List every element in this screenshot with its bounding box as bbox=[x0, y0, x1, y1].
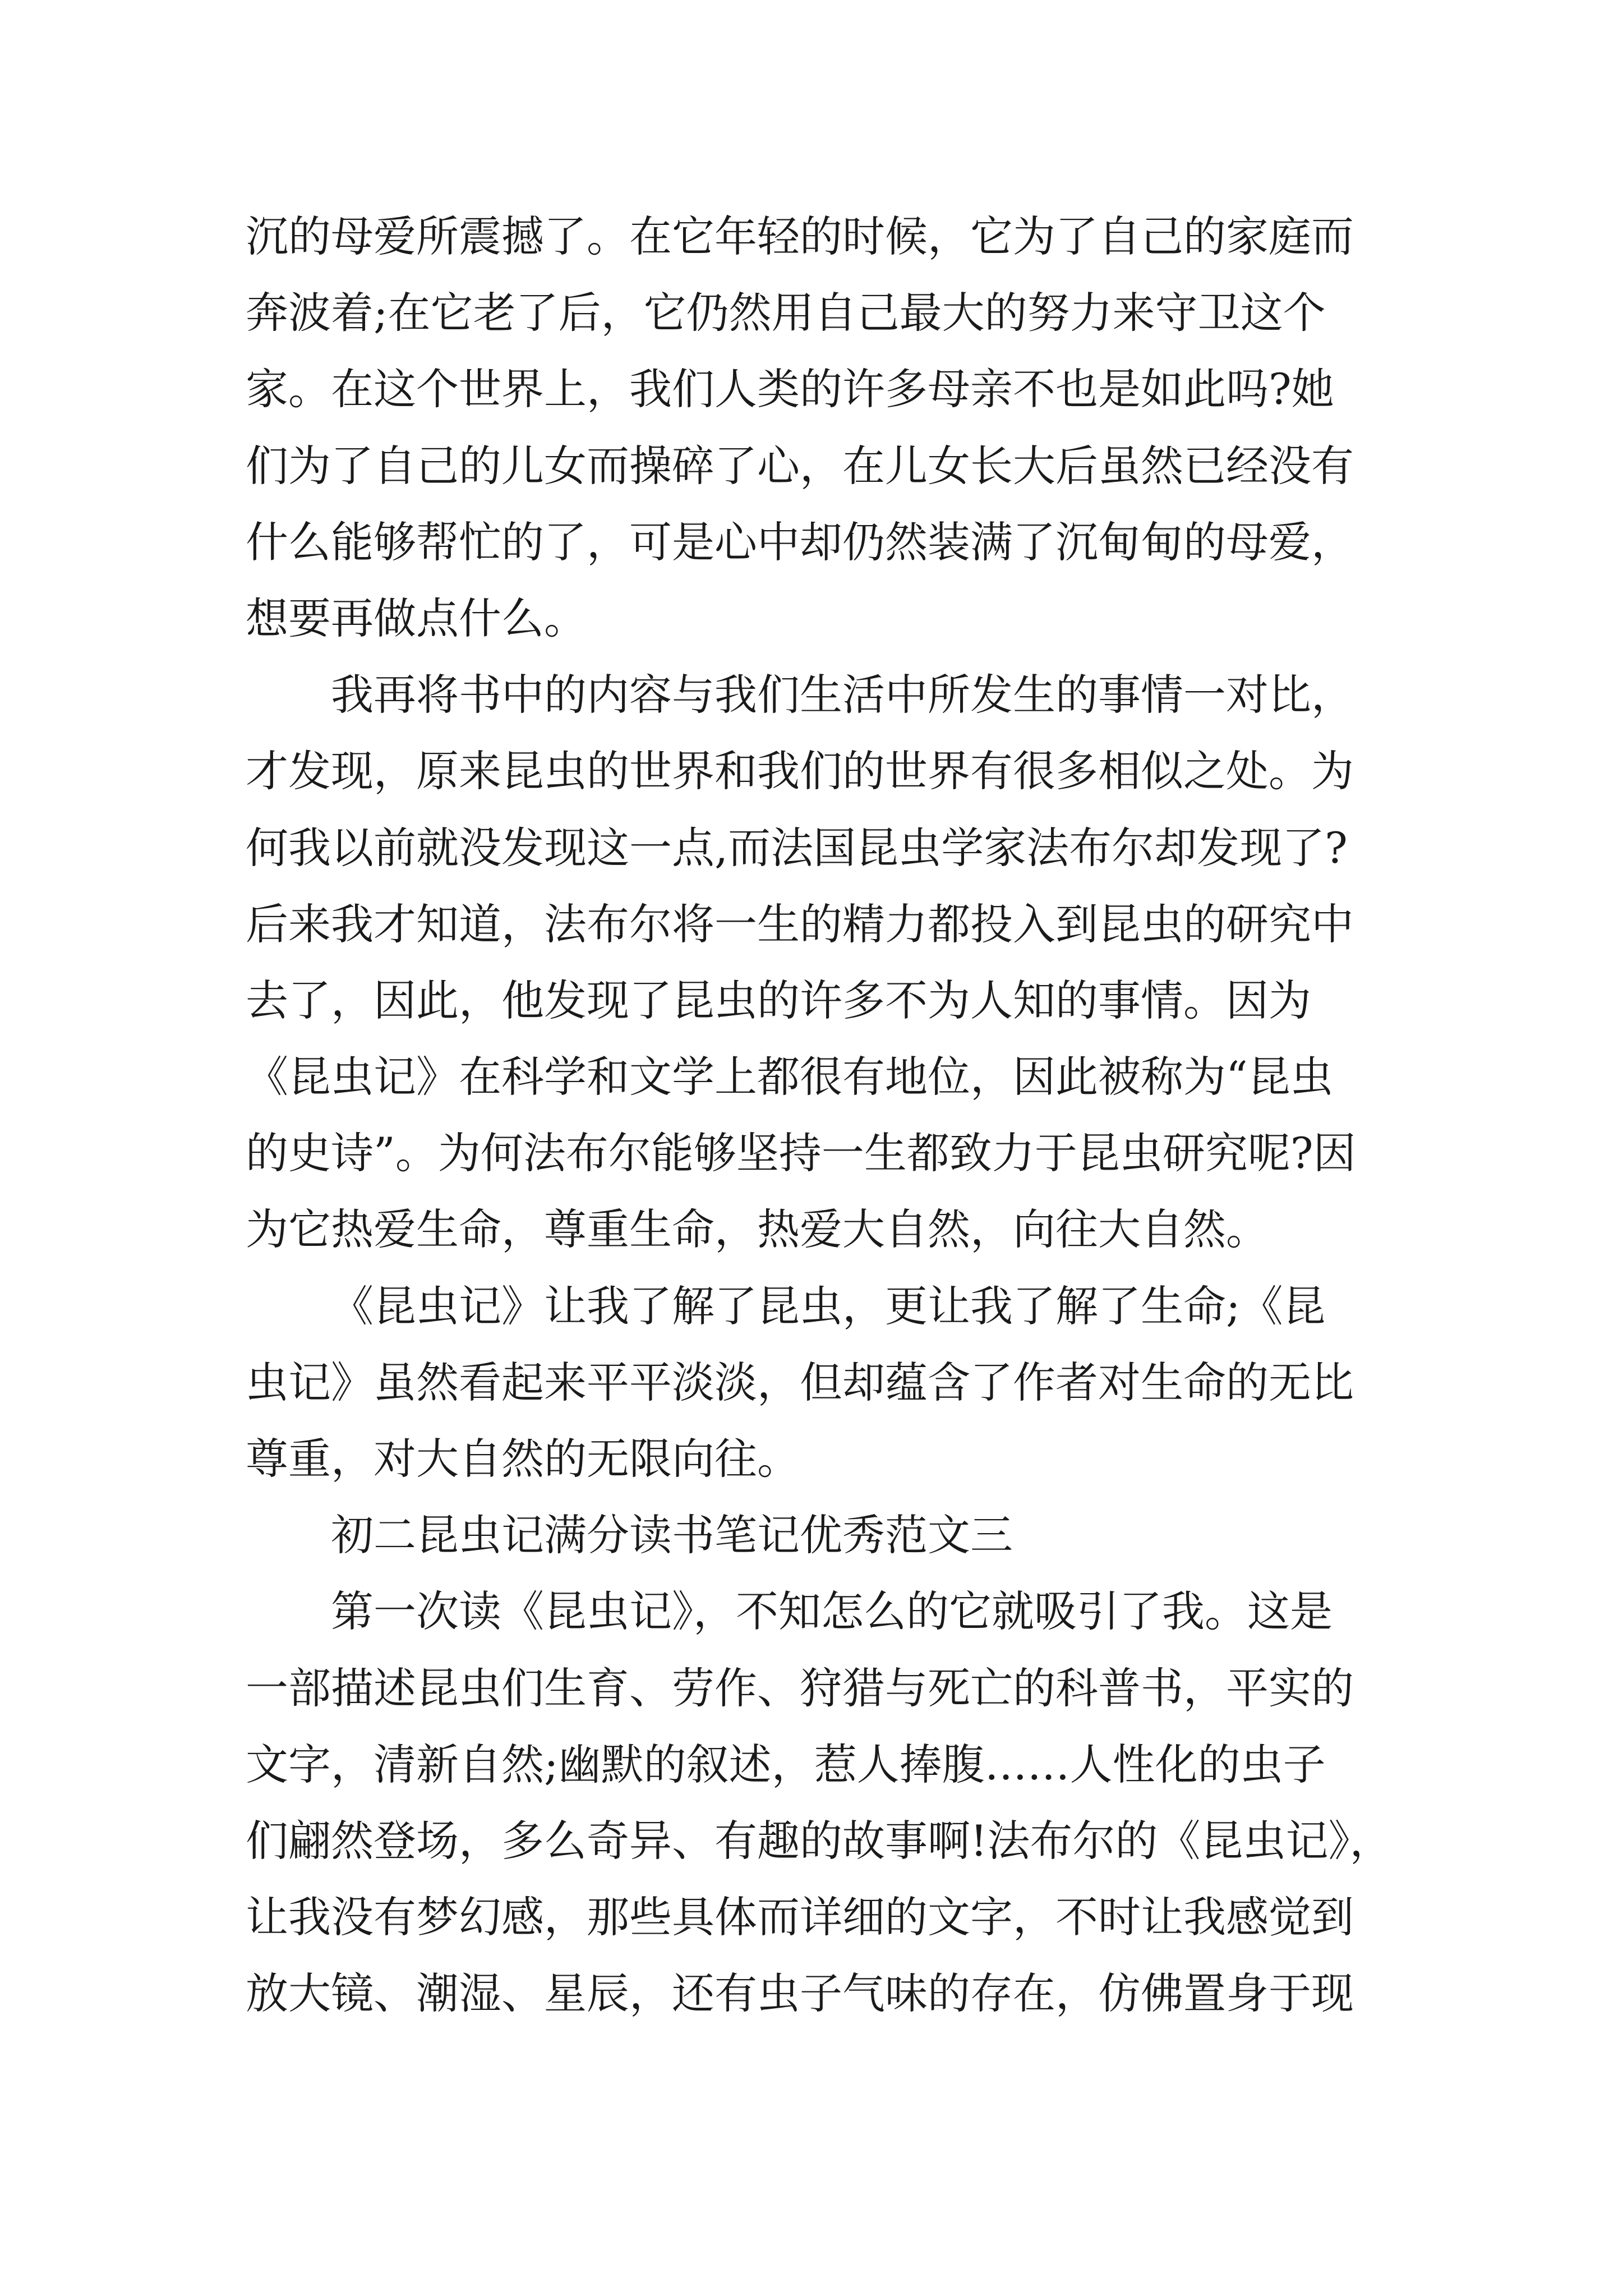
paragraph-first-line: 《昆虫记》让我了解了昆虫，更让我了解了生命;《昆 bbox=[331, 1281, 1326, 1331]
text-line: 一部描述昆虫们生育、劳作、狩猎与死亡的科普书，平实的 bbox=[246, 1663, 1354, 1713]
text-line: 虫记》虽然看起来平平淡淡，但却蕴含了作者对生命的无比 bbox=[246, 1357, 1354, 1407]
text-line: 才发现，原来昆虫的世界和我们的世界有很多相似之处。为 bbox=[246, 746, 1354, 797]
text-line: 后来我才知道，法布尔将一生的精力都投入到昆虫的研究中 bbox=[246, 899, 1354, 949]
text-line: 的史诗”。为何法布尔能够坚持一生都致力于昆虫研究呢?因 bbox=[246, 1128, 1356, 1179]
paragraph-first-line: 我再将书中的内容与我们生活中所发生的事情一对比， bbox=[331, 670, 1354, 720]
text-line: 尊重，对大自然的无限向往。 bbox=[246, 1434, 800, 1484]
document-body bbox=[246, 199, 1429, 2032]
text-line: 沉的母爱所震撼了。在它年轻的时候，它为了自己的家庭而 bbox=[246, 211, 1354, 261]
text-line: 家。在这个世界上，我们人类的许多母亲不也是如此吗?她 bbox=[246, 364, 1334, 415]
text-line: 让我没有梦幻感，那些具体而详细的文字，不时让我感觉到 bbox=[246, 1892, 1354, 1943]
text-line: 去了，因此，他发现了昆虫的许多不为人知的事情。因为 bbox=[246, 975, 1311, 1025]
text-line: 想要再做点什么。 bbox=[246, 593, 587, 643]
section-heading: 初二昆虫记满分读书笔记优秀范文三 bbox=[331, 1510, 1013, 1561]
text-line: 放大镜、潮湿、星辰，还有虫子气味的存在，仿佛置身于现 bbox=[246, 1968, 1354, 2019]
paragraph-first-line: 第一次读《昆虫记》，不知怎么的它就吸引了我。这是 bbox=[331, 1586, 1332, 1637]
text-line: 们翩然登场，多么奇异、有趣的故事啊!法布尔的《昆虫记》， bbox=[246, 1815, 1393, 1866]
text-line: 何我以前就没发现这一点,而法国昆虫学家法布尔却发现了? bbox=[246, 822, 1348, 873]
text-line: 什么能够帮忙的了，可是心中却仍然装满了沉甸甸的母爱， bbox=[246, 517, 1354, 567]
text-line: 文字，清新自然;幽默的叙述，惹人捧腹……人性化的虫子 bbox=[246, 1739, 1326, 1789]
text-line: 奔波着;在它老了后，它仍然用自己最大的努力来守卫这个 bbox=[246, 288, 1326, 338]
text-line: 们为了自己的儿女而操碎了心，在儿女长大后虽然已经没有 bbox=[246, 440, 1354, 491]
text-line: 为它热爱生命，尊重生命，热爱大自然，向往大自然。 bbox=[246, 1204, 1269, 1255]
text-line: 《昆虫记》在科学和文学上都很有地位，因此被称为“昆虫 bbox=[246, 1052, 1333, 1102]
